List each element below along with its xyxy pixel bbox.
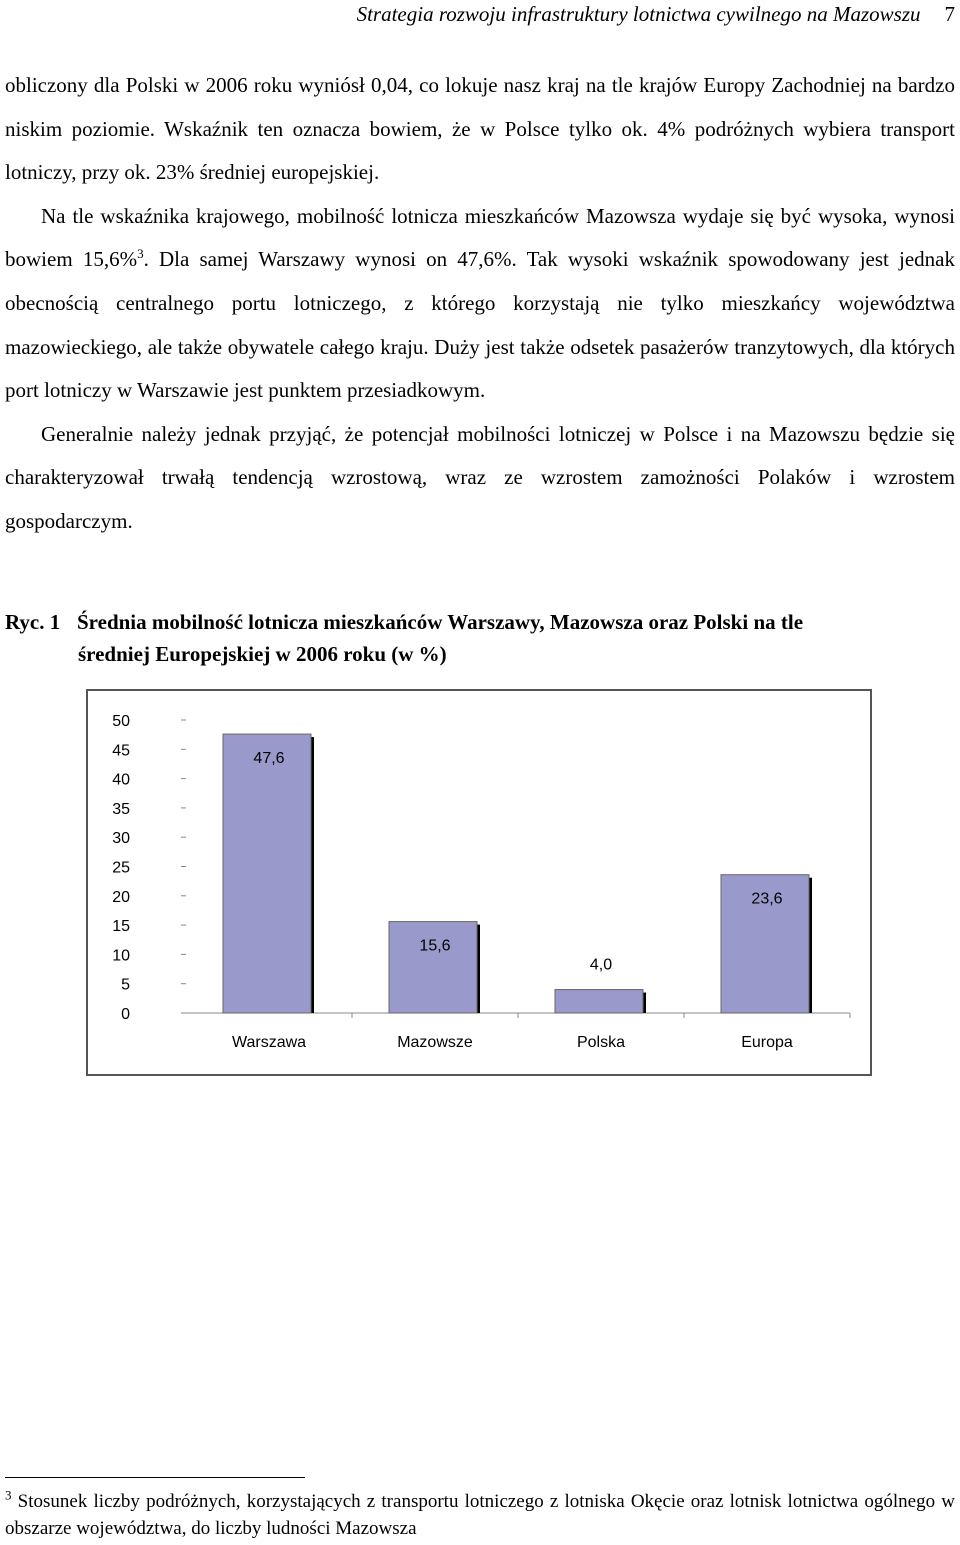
- footnote-reference[interactable]: 3: [137, 246, 144, 262]
- paragraph-2-text-a: Na tle wskaźnika krajowego, mobilność lotnicza mieszkańców Mazowsza wydaje się być wysoka, wynosi bowiem 15,6%: [5, 203, 955, 272]
- y-tick-label: 35: [112, 800, 130, 818]
- figure-caption-line-1: Średnia mobilność lotnicza mieszkańców Warszawy, Mazowsza oraz Polski na tle: [77, 610, 804, 634]
- paragraph-3: Generalnie należy jednak przyjąć, że potencjał mobilności lotniczej w Polsce i na Mazowszu będzie się charakteryzował trwałą tendencją wzrostową, wraz ze wzrostem zamożności Polaków i wzrostem gospodarczym.: [5, 421, 955, 533]
- body-text: [5, 64, 955, 544]
- bar: [389, 922, 477, 1013]
- footnote-number: 3: [5, 1487, 12, 1503]
- paragraph-2: [5, 195, 955, 413]
- bar: [555, 990, 643, 1013]
- paragraph-2-text-b: . Dla samej Warszawy wynosi on 47,6%. Tak wysoki wskaźnik spowodowany jest jednak obecnością centralnego portu lotniczego, z którego korzystają nie tylko mieszkańcy województwa mazowieckiego, ale także obywatele całego kraju. Duży jest także odsetek pasażerów tranzytowych, dla których port lotniczy w Warszawie jest punktem przesiadkowym.: [5, 247, 955, 403]
- x-category-label: Warszawa: [231, 1034, 307, 1051]
- x-category-label: Europa: [741, 1034, 793, 1051]
- y-tick-label: 0: [121, 1006, 130, 1023]
- header-title: Strategia rozwoju infrastruktury lotnictwa cywilnego na Mazowszu: [356, 2, 921, 26]
- chart-frame: [86, 689, 872, 1076]
- bar-value-label: 47,6: [253, 750, 285, 768]
- figure-caption-line-2: średniej Europejskiej w 2006 roku (w %): [78, 642, 447, 666]
- y-tick-label: 5: [121, 976, 130, 994]
- bar: [223, 734, 311, 1013]
- paragraph-1: obliczony dla Polski w 2006 roku wyniósł 0,04, co lokuje nasz kraj na tle krajów Europy Zachodniej na bardzo niskim poziomie. Wskaźnik ten oznacza bowiem, że w Polsce tylko ok. 4% podróżnych wybiera transport lotniczy, przy ok. 23% średniej europejskiej.: [5, 73, 955, 185]
- x-category-label: Polska: [576, 1034, 626, 1051]
- bar-chart: [88, 691, 870, 1074]
- bar-value-label: 4,0: [589, 956, 613, 974]
- bar-value-label: 23,6: [751, 890, 783, 908]
- footnote-text: Stosunek liczby podróżnych, korzystających z transportu lotniczego z lotniska Okęcie oraz lotnisk lotnictwa ogólnego w obszarze województwa, do liczby ludności Mazowsza: [5, 1491, 955, 1539]
- y-tick-label: 20: [112, 888, 130, 906]
- x-category-label: Mazowsze: [397, 1034, 473, 1051]
- figure-caption: [5, 606, 955, 670]
- y-tick-label: 15: [112, 918, 130, 936]
- y-tick-label: 25: [112, 859, 130, 877]
- bar-value-label: 15,6: [419, 937, 451, 955]
- y-tick-label: 10: [112, 947, 130, 965]
- y-tick-label: 50: [112, 713, 130, 730]
- footnote: [5, 1488, 955, 1542]
- footnote-separator: [5, 1477, 305, 1478]
- page-number: 7: [944, 2, 955, 26]
- running-header: [0, 2, 955, 27]
- y-tick-label: 40: [112, 771, 130, 789]
- y-tick-label: 45: [112, 742, 130, 760]
- y-tick-label: 30: [112, 830, 130, 848]
- figure-label: Ryc. 1: [5, 610, 61, 634]
